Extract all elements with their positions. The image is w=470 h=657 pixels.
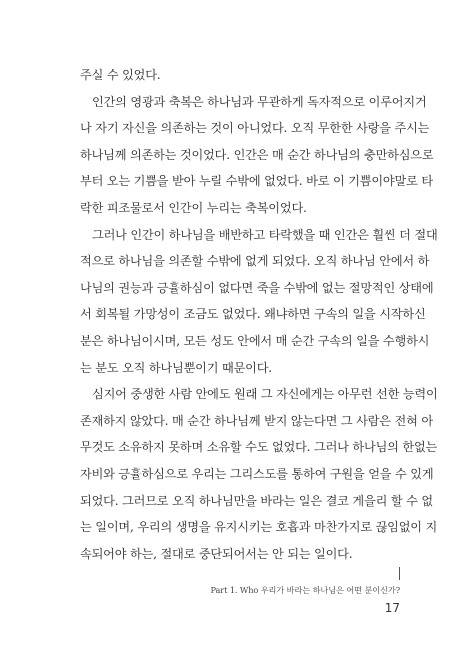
body-line: 하나님께 의존하는 것이었다. 인간은 매 순간 하나님의 충만하심으로 [80, 147, 434, 162]
body-line: 부터 오는 기쁨을 받아 누릴 수밖에 없었다. 바로 이 기쁨이야말로 타 [80, 174, 433, 189]
body-line: 락한 피조물로서 인간이 누리는 축복이었다. [80, 200, 307, 215]
page-number: 17 [384, 601, 400, 615]
body-line: 되었다. 그러므로 오직 하나님만을 바라는 일은 결코 게을리 할 수 없 [80, 493, 433, 508]
paragraph-first-line: 심지어 중생한 사람 안에도 원래 그 자신에게는 아무런 선한 능력이 [92, 387, 438, 402]
body-line: 나 자기 자신을 의존하는 것이 아니었다. 오직 무한한 사랑을 주시는 [80, 121, 430, 136]
body-line: 서 회복될 가망성이 조금도 없었다. 왜냐하면 구속의 일을 시작하신 [80, 307, 426, 322]
running-head: Part 1. Who 우리가 바라는 하나님은 어떤 분이신가? [210, 585, 400, 595]
body-line: 주실 수 있었다. [80, 68, 161, 82]
paragraph-first-line: 그러나 인간이 하나님을 배반하고 타락했을 때 인간은 훨씬 더 절대 [92, 227, 438, 242]
footer-divider [399, 567, 400, 580]
body-line: 속되어야 하는, 절대로 중단되어서는 안 되는 일이다. [80, 546, 353, 561]
body-line: 나님의 권능과 긍휼하심이 없다면 죽을 수밖에 없는 절망적인 상태에 [80, 280, 434, 295]
body-line: 존재하지 않았다. 매 순간 하나님께 받지 않는다면 그 사람은 전혀 아 [80, 413, 433, 428]
body-line: 는 분도 오직 하나님뿐이기 때문이다. [80, 360, 272, 375]
body-line: 무것도 소유하지 못하며 소유할 수도 없었다. 그러나 하나님의 한없는 [80, 440, 438, 455]
body-line: 자비와 긍휼하심으로 우리는 그리스도를 통하여 구원을 얻을 수 있게 [80, 466, 434, 481]
paragraph-first-line: 인간의 영광과 축복은 하나님과 무관하게 독자적으로 이루어지거 [92, 94, 427, 109]
body-line: 적으로 하나님을 의존할 수밖에 없게 되었다. 오직 하나님 안에서 하 [80, 254, 430, 269]
body-line: 는 일이며, 우리의 생명을 유지시키는 호흡과 마찬가지로 끊임없이 지 [80, 520, 438, 535]
body-text [80, 62, 438, 567]
body-line: 분은 하나님이시며, 모든 성도 안에서 매 순간 구속의 일을 수행하시 [80, 333, 430, 348]
